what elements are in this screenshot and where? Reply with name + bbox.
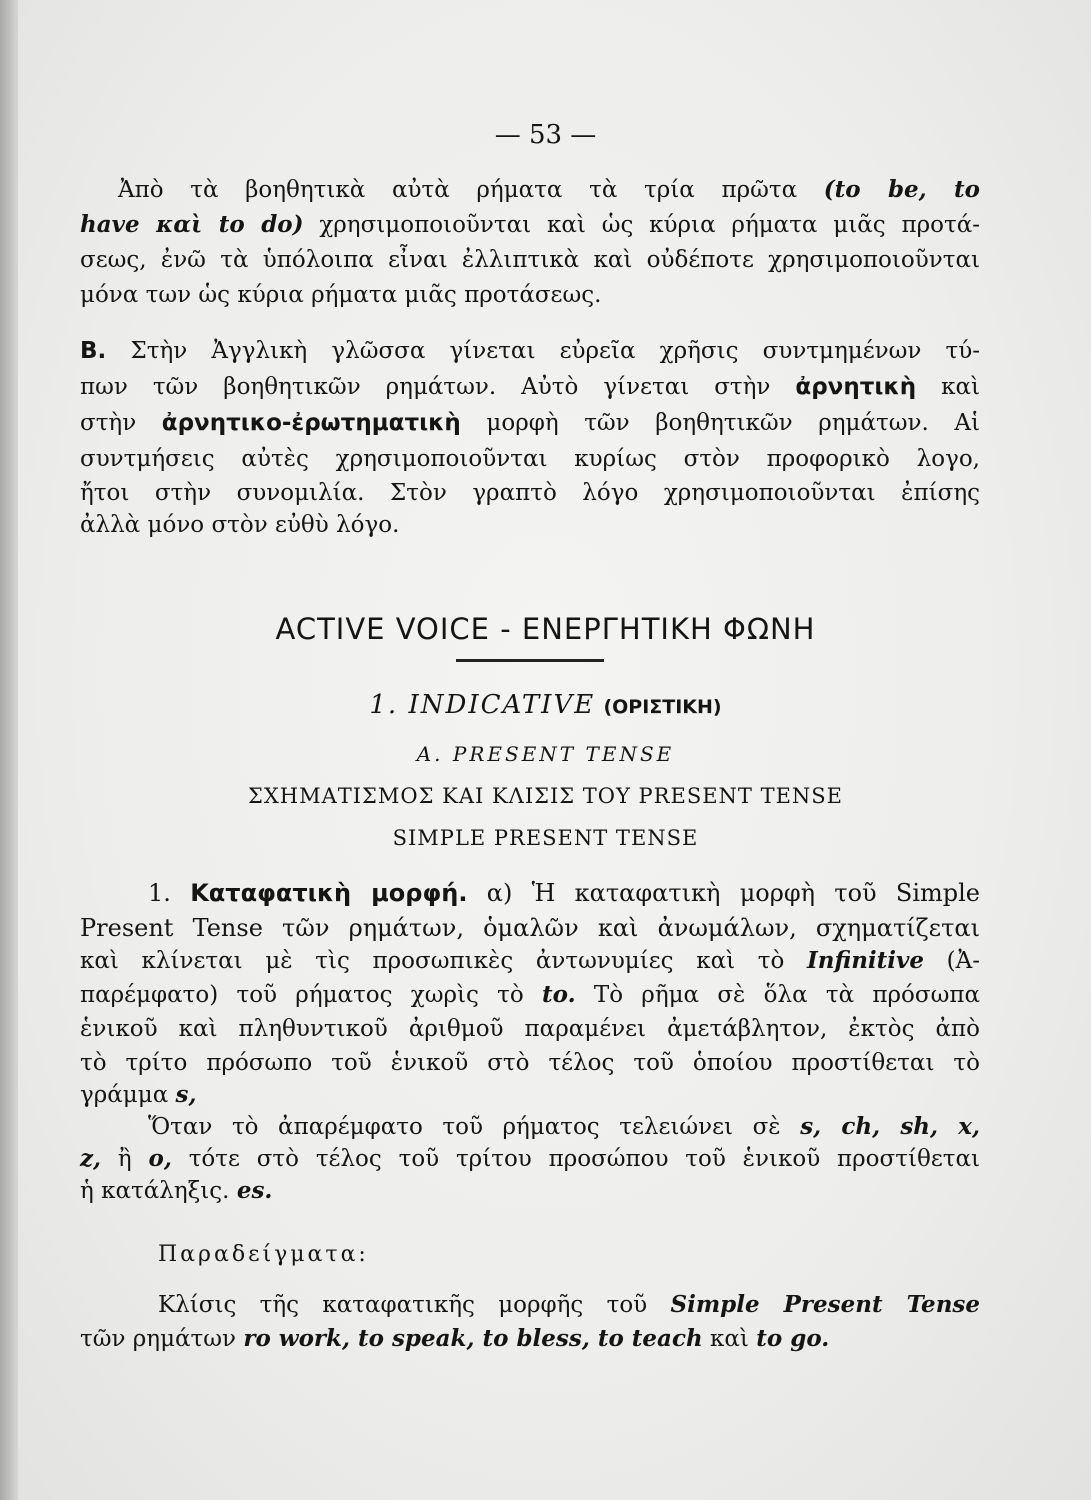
paraB-line2: πων τῶν βοηθητικῶν ρημάτων. Αὐτὸ γίνεται στὴν ἀρνητικὴ καὶ	[80, 374, 980, 400]
heading-formation: ΣΧΗΜΑΤΙΣΜΟΣ ΚΑΙ ΚΛΙΣΙΣ ΤΟΥ PRESENT TENSE	[247, 784, 844, 808]
section-title: ACTIVE VOICE - ΕΝΕΡΓΗΤΙΚΗ ΦΩΝΗ	[275, 612, 816, 646]
para2-line6: τὸ τρίτο πρόσωπο τοῦ ἑνικοῦ στὸ τέλος τοῦ ὁποίου προστίθεται τὸ	[80, 1050, 980, 1076]
paraB-line4: συντμήσεις αὐτὲς χρησιμοποιοῦνται κυρίως στὸν προφορικὸ λογο,	[80, 446, 980, 472]
para1-line3: σεως, ἐνῶ τὰ ὑπόλοιπα εἶναι ἐλλιπτικὰ καὶ οὐδέποτε χρησιμοποιοῦνται	[80, 247, 980, 273]
paraB-line1: Β. Στὴν Ἀγγλικὴ γλῶσσα γίνεται εὐρεῖα χρῆσις συντμημένων τύ-	[80, 338, 981, 364]
paraB-line5: ἤτοι στὴν συνομιλία. Στὸν γραπτὸ λόγο χρησιμοποιοῦνται ἐπίσης	[80, 480, 980, 506]
para3-line3: ἡ κατάληξις. es.	[80, 1177, 273, 1204]
para2-line7: γράμμα s,	[80, 1081, 197, 1108]
para1-line2: have καὶ to do) χρησιμοποιοῦνται καὶ ὡς κύρια ρήματα μιᾶς προτά-	[80, 211, 981, 238]
examples-line2: τῶν ρημάτων ro work, to speak, to bless, to teach καὶ to go.	[80, 1325, 830, 1352]
section-rule	[456, 659, 604, 662]
para2-line5: ἑνικοῦ καὶ πληθυντικοῦ ἀριθμοῦ παραμένει ἀμετάβλητον, ἐκτὸς ἀπὸ	[80, 1016, 980, 1042]
subsection-present-tense: A. PRESENT TENSE	[416, 742, 675, 766]
para2-line1: 1. Καταφατικὴ μορφή. α) Ἡ καταφατικὴ μορφὴ τοῦ Simple	[148, 879, 980, 907]
para1-line4: μόνα των ὡς κύρια ρήματα μιᾶς προτάσεως.	[80, 282, 602, 308]
para2-line4: παρέμφατο) τοῦ ρήματος χωρὶς τὸ to. Τὸ ρῆμα σὲ ὅλα τὰ πρόσωπα	[80, 981, 980, 1008]
paraB-line6: ἀλλὰ μόνο στὸν εὐθὺ λόγο.	[80, 512, 400, 538]
para2-line3: καὶ κλίνεται μὲ τὶς προσωπικὲς ἀντωνυμίες καὶ τὸ Infinitive (Ἀ-	[80, 947, 981, 974]
examples-label: Παραδείγματα:	[158, 1242, 369, 1267]
examples-line1: Κλίσις τῆς καταφατικῆς μορφῆς τοῦ Simple Present Tense	[158, 1291, 980, 1318]
para3-line1: Ὅταν τὸ ἀπαρέμφατο τοῦ ρήματος τελειώνει σὲ s, ch, sh, x,	[148, 1113, 980, 1140]
paraB-line3: στὴν ἀρνητικο-ἐρωτηματικὴ μορφὴ τῶν βοηθητικῶν ρημάτων. Αἱ	[80, 410, 981, 436]
heading-simple-present: SIMPLE PRESENT TENSE	[392, 826, 699, 850]
para1-line1: Ἀπὸ τὰ βοηθητικὰ αὐτὰ ρήματα τὰ τρία πρῶτα (to be, to	[118, 176, 980, 203]
para2-line2: Present Tense τῶν ρημάτων, ὁμαλῶν καὶ ἀνωμάλων, σχηματίζεται	[80, 914, 980, 942]
para3-line2: z, ἢ o, τότε στὸ τέλος τοῦ τρίτου προσώπου τοῦ ἑνικοῦ προστίθεται	[80, 1145, 981, 1172]
subsection-indicative: 1. INDICATIVE (ΟΡΙΣΤΙΚΗ)	[369, 690, 722, 720]
page-number: — 53 —	[494, 120, 597, 150]
